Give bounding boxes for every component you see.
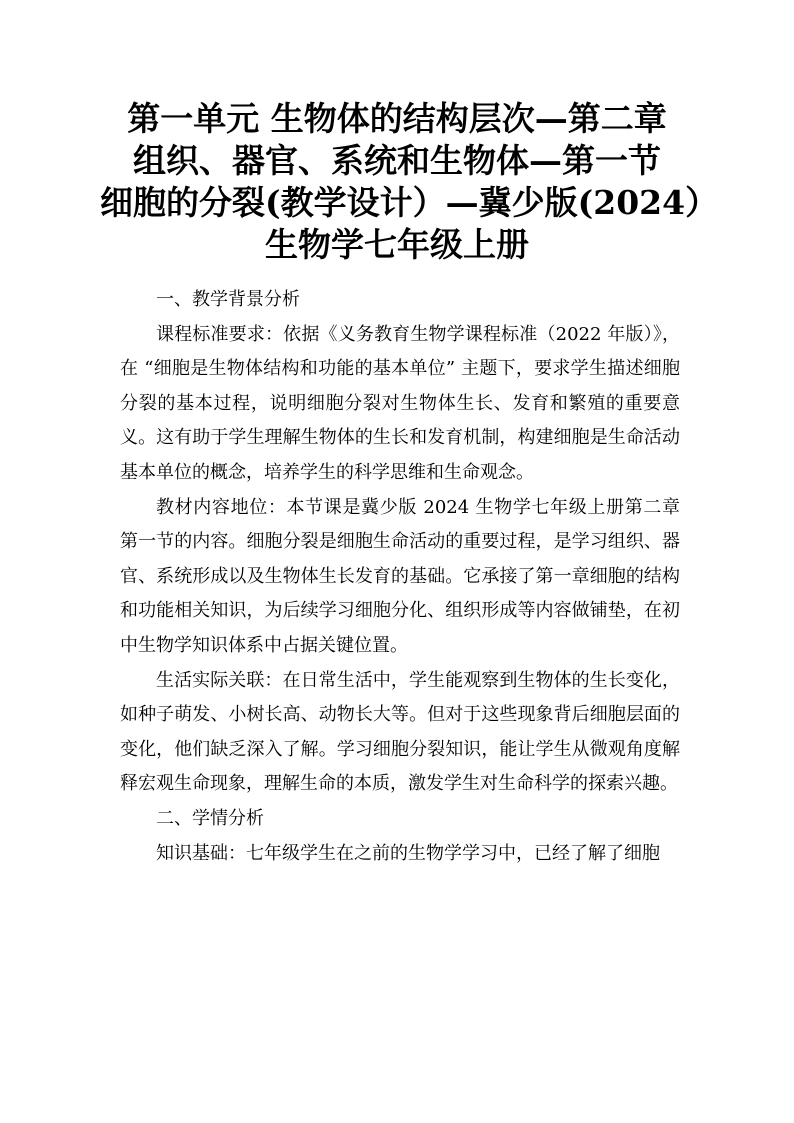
title-line-2: 组织、器官、系统和生物体—第一节 [133, 141, 661, 180]
title-line-3: 细胞的分裂(教学设计）—冀少版(2024） [100, 183, 719, 222]
section-heading-learner-analysis: 二、学情分析 [156, 807, 264, 829]
document-body [120, 283, 680, 871]
paragraph-life-connection: 生活实际关联：在日常生活中，学生能观察到生物体的生长变化，如种子萌发、小树长高、动物长大等。但对于这些现象背后细胞层面的变化，他们缺乏深入了解。学习细胞分裂知识，能让学生从微观角度解释宏观生命现象，理解生命的本质，激发学生对生命科学的探索兴趣。 [120, 669, 680, 795]
title-line-4: 生物学七年级上册 [265, 225, 529, 264]
title-line-1: 第一单元 生物体的结构层次—第二章 [127, 99, 667, 138]
paragraph-curriculum-standard: 课程标准要求：依据《义务教育生物学课程标准（2022 年版）》，在 “细胞是生物体结构和功能的基本单位” 主题下，要求学生描述细胞分裂的基本过程，说明细胞分裂对生物体生长、发育和繁殖的重要意义。这有助于学生理解生物体的生长和发育机制，构建细胞是生命活动基本单位的概念，培养学生的科学思维和生命观念。 [120, 323, 680, 483]
section-heading-teaching-background: 一、教学背景分析 [156, 289, 300, 310]
document-title [100, 98, 719, 266]
paragraph-textbook-position: 教材内容地位：本节课是冀少版 2024 生物学七年级上册第二章第一节的内容。细胞分裂是细胞生命活动的重要过程，是学习组织、器官、系统形成以及生物体生长发育的基础。它承接了第一章细胞的结构和功能相关知识，为后续学习细胞分化、组织形成等内容做铺垫，在初中生物学知识体系中占据关键位置。 [120, 496, 680, 656]
paragraph-knowledge-base: 知识基础：七年级学生在之前的生物学学习中，已经了解了细胞 [156, 842, 660, 864]
